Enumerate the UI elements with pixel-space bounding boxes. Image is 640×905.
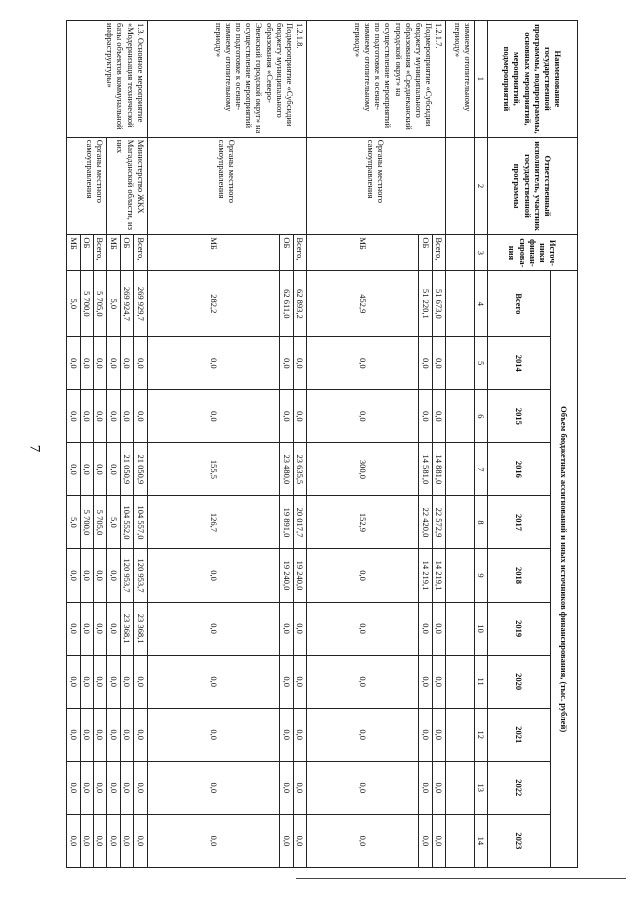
value-cell: 0,0 [107,655,120,708]
value-cell: 0,0 [134,761,147,814]
value-cell: 300,0 [307,443,419,496]
value-cell: 5,0 [107,496,120,549]
header-name: Наименование государственной программы, подпрограммы, основных мероприятий, мероприятий, подмероприятий [488,21,578,138]
value-cell: 0,0 [80,655,93,708]
measure-name: 1.2.1.7. Подмероприятие «Субсидии бюджету муниципального образования «Среднеканский городской округ» на осуществление мероприятий по подготовке к осенне-зимнему отопительному периоду» [307,21,446,138]
value-cell: 0,0 [120,655,133,708]
value-cell: 0,0 [293,814,306,867]
col-number: 5 [474,337,487,390]
header-year: 2016 [488,443,551,496]
value-cell: 5,0 [67,271,81,337]
value-cell: 20 017,7 [293,496,306,549]
value-cell: 0,0 [107,602,120,655]
header-year: 2022 [488,761,551,814]
value-cell: 0,0 [419,761,432,814]
value-cell: 0,0 [432,390,445,443]
value-cell: 0,0 [134,655,147,708]
value-cell: 452,9 [307,271,419,337]
value-cell: 0,0 [432,655,445,708]
col-number: 4 [474,271,487,337]
value-cell: 0,0 [432,337,445,390]
value-cell: 0,0 [80,708,93,761]
value-cell: 0,0 [67,443,81,496]
value-cell: 0,0 [147,655,280,708]
value-cell: 0,0 [419,708,432,761]
value-cell: 0,0 [147,390,280,443]
value-cell: 0,0 [307,549,419,602]
value-cell: 19 240,0 [293,549,306,602]
value-cell: 0,0 [80,602,93,655]
source: Всего, [134,235,147,271]
value-cell: 0,0 [307,390,419,443]
value-cell: 0,0 [120,390,133,443]
header-year: 2021 [488,708,551,761]
source: Всего, [94,235,107,271]
value-cell: 0,0 [419,390,432,443]
value-cell: 0,0 [67,602,81,655]
value-cell: 0,0 [67,708,81,761]
value-cell: 0,0 [94,655,107,708]
source: МБ [67,235,81,271]
col-number: 14 [474,814,487,867]
value-cell: 0,0 [67,761,81,814]
source: ОБ [80,235,93,271]
value-cell: 0,0 [67,390,81,443]
header-year: 2018 [488,549,551,602]
source: ОБ [120,235,133,271]
value-cell: 282,2 [147,271,280,337]
value-cell: 0,0 [147,549,280,602]
value-cell: 0,0 [280,655,293,708]
table-row [94,21,107,868]
value-cell: 0,0 [107,549,120,602]
col-number: 1 [474,21,487,138]
value-cell: 21 050,9 [134,443,147,496]
value-cell: 62 611,0 [280,271,293,337]
value-cell: 155,5 [147,443,280,496]
table-row [134,21,147,868]
col-number: 7 [474,443,487,496]
col-number: 12 [474,708,487,761]
value-cell: 0,0 [147,602,280,655]
col-number: 9 [474,549,487,602]
col-number: 3 [474,235,487,271]
value-cell: 120 953,7 [134,549,147,602]
value-cell: 0,0 [280,390,293,443]
value-cell: 152,9 [307,496,419,549]
value-cell: 51 673,0 [432,271,445,337]
value-cell: 14 881,0 [432,443,445,496]
value-cell: 0,0 [120,761,133,814]
value-cell: 0,0 [67,814,81,867]
value-cell: 62 893,2 [293,271,306,337]
measure-name: 1.3. Основное мероприятие «Модернизация технической базы объектов коммунальной инфраструктуры» [67,21,148,138]
responsible: Органы местного самоуправления [307,137,446,235]
value-cell: 14 219,1 [419,549,432,602]
value-cell: 0,0 [80,443,93,496]
value-cell: 0,0 [419,337,432,390]
value-cell: 0,0 [147,337,280,390]
value-cell: 0,0 [67,337,81,390]
value-cell: 0,0 [134,390,147,443]
value-cell: 14 219,1 [432,549,445,602]
value-cell: 0,0 [293,602,306,655]
value-cell: 5 705,0 [94,271,107,337]
value-cell: 0,0 [307,337,419,390]
column-number-row [474,21,487,868]
value-cell: 0,0 [80,761,93,814]
source: МБ [147,235,280,271]
header-source: Источ-ники финан-сирова-ния [488,235,578,271]
value-cell: 19 240,0 [280,549,293,602]
value-cell: 0,0 [107,337,120,390]
value-cell: 0,0 [293,655,306,708]
value-cell: 5 700,0 [80,271,93,337]
header-year: 2019 [488,602,551,655]
row-name-continued: зимнему отопительному периоду» [446,21,475,138]
col-number: 11 [474,655,487,708]
value-cell: 23 480,0 [280,443,293,496]
value-cell: 0,0 [80,549,93,602]
value-cell: 0,0 [280,708,293,761]
header-year: 2015 [488,390,551,443]
header-year: 2014 [488,337,551,390]
header-year: 2017 [488,496,551,549]
value-cell: 0,0 [67,655,81,708]
value-cell: 120 953,7 [120,549,133,602]
value-cell: 0,0 [107,761,120,814]
value-cell: 0,0 [419,814,432,867]
col-number: 8 [474,496,487,549]
table-row [446,21,475,868]
value-cell: 0,0 [280,761,293,814]
value-cell: 0,0 [134,814,147,867]
value-cell: 0,0 [134,708,147,761]
value-cell: 0,0 [107,390,120,443]
footer-rule [296,878,626,879]
value-cell: 0,0 [432,602,445,655]
value-cell: 0,0 [307,814,419,867]
value-cell: 0,0 [120,337,133,390]
value-cell: 0,0 [94,549,107,602]
value-cell: 0,0 [307,602,419,655]
col-number: 13 [474,761,487,814]
source: ОБ [419,235,432,271]
value-cell: 0,0 [307,655,419,708]
value-cell: 0,0 [134,337,147,390]
rotated-table-area [66,20,578,868]
value-cell: 0,0 [280,814,293,867]
value-cell: 0,0 [94,814,107,867]
value-cell: 0,0 [80,390,93,443]
value-cell: 0,0 [94,337,107,390]
value-cell: 14 581,0 [419,443,432,496]
value-cell: 0,0 [94,708,107,761]
value-cell: 0,0 [147,708,280,761]
value-cell: 0,0 [293,761,306,814]
value-cell: 0,0 [432,814,445,867]
value-cell: 269 924,7 [120,271,133,337]
value-cell: 5,0 [67,496,81,549]
value-cell: 0,0 [94,443,107,496]
source: Всего, [432,235,445,271]
source: ОБ [280,235,293,271]
value-cell: 0,0 [307,761,419,814]
col-number: 6 [474,390,487,443]
col-number: 10 [474,602,487,655]
value-cell: 0,0 [107,708,120,761]
value-cell: 0,0 [432,761,445,814]
value-cell: 0,0 [293,337,306,390]
table-row [293,21,306,868]
value-cell: 0,0 [94,761,107,814]
value-cell: 0,0 [94,602,107,655]
header-funding-title: Объем бюджетных ассигнований и иных источников финансирования, (тыс. рублей) [551,271,578,868]
value-cell: 0,0 [293,390,306,443]
value-cell: 0,0 [419,655,432,708]
value-cell: 0,0 [80,337,93,390]
value-cell: 0,0 [432,708,445,761]
value-cell: 269 929,7 [134,271,147,337]
funding-table [66,20,578,868]
value-cell: 23 635,5 [293,443,306,496]
header-year: 2023 [488,814,551,867]
value-cell: 0,0 [147,814,280,867]
value-cell: 0,0 [107,814,120,867]
value-cell: 5 700,0 [80,496,93,549]
value-cell: 23 368,1 [134,602,147,655]
value-cell: 5 705,0 [94,496,107,549]
page-number: 7 [26,444,43,453]
source: МБ [107,235,120,271]
value-cell: 21 050,9 [120,443,133,496]
value-cell: 104 557,0 [134,496,147,549]
source: МБ [307,235,419,271]
value-cell: 5,0 [107,271,120,337]
table-row [432,21,445,868]
value-cell: 51 220,1 [419,271,432,337]
value-cell: 0,0 [94,390,107,443]
value-cell: 0,0 [419,602,432,655]
value-cell: 0,0 [120,814,133,867]
value-cell: 0,0 [307,708,419,761]
responsible: Органы местного самоуправления [67,137,107,235]
value-cell: 19 891,0 [280,496,293,549]
value-cell: 0,0 [107,443,120,496]
value-cell: 22 572,9 [432,496,445,549]
value-cell: 0,0 [293,708,306,761]
value-cell: 22 420,0 [419,496,432,549]
value-cell: 0,0 [280,602,293,655]
value-cell: 23 368,1 [120,602,133,655]
responsible: Органы местного самоуправления [147,137,306,235]
value-cell: 126,7 [147,496,280,549]
value-cell: 0,0 [67,549,81,602]
value-cell: 104 552,0 [120,496,133,549]
header-total: Всего [488,271,551,337]
responsible: Министерство ЖКХ Магаданской области, из них [107,137,147,235]
value-cell: 0,0 [80,814,93,867]
header-responsible: Ответственный исполнитель, участник государственной программы [488,137,578,235]
value-cell: 0,0 [280,337,293,390]
measure-name: 1.2.1.8. Подмероприятие «Субсидии бюджету муниципального образования «Северо-Эвенский городской округ» на осуществление мероприятий по подготовке к осенне-зимнему отопительному периоду» [147,21,306,138]
source: Всего, [293,235,306,271]
value-cell: 0,0 [147,761,280,814]
value-cell: 0,0 [120,708,133,761]
col-number: 2 [474,137,487,235]
header-year: 2020 [488,655,551,708]
